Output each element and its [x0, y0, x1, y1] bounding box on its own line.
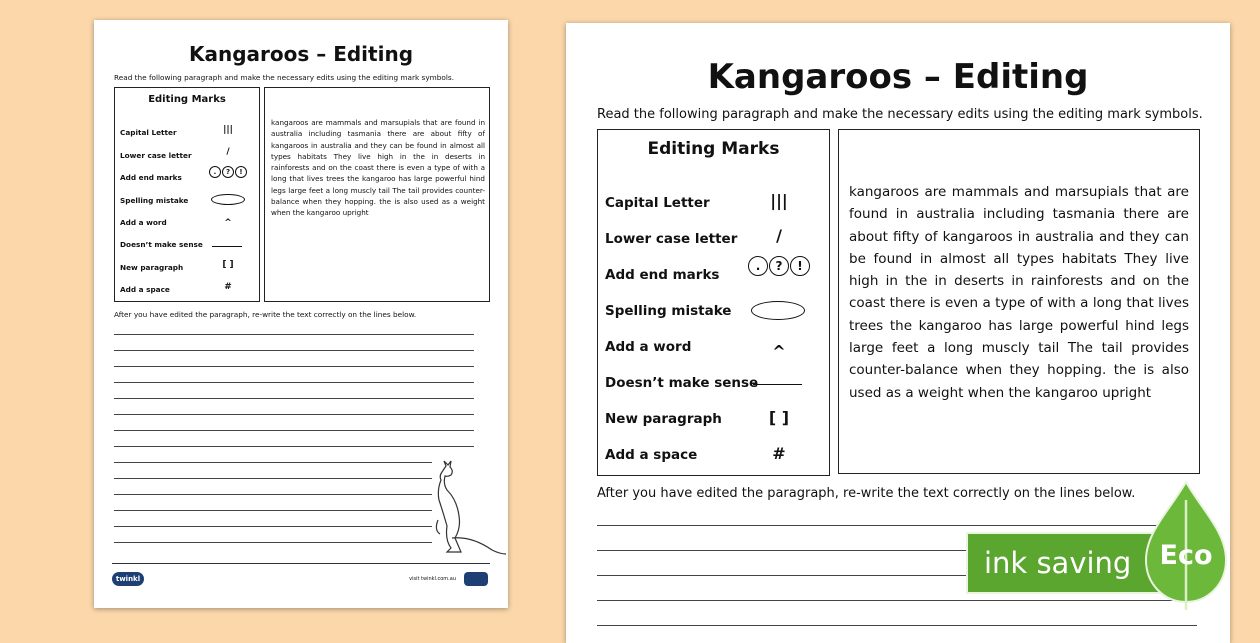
mark-symbol-capital: ||| — [770, 191, 788, 210]
mark-label-end-marks: Add end marks — [120, 173, 182, 182]
editing-marks-box — [597, 129, 830, 476]
mark-label-capital: Capital Letter — [605, 195, 710, 211]
eco-label: Eco — [1159, 540, 1213, 571]
writing-line[interactable] — [114, 542, 432, 543]
paragraph-text: kangaroos are mammals and marsupials that are found in australia including tasmania there are about fifty of kangaroos in australia and they can be found in almost all types habitats They live high in the in deserts in rainforests and on the coast there is even a type of with a long that lives trees the kangaroo has large powerful hind legs large feet a long muscly tail The tail provides counter-balance when they hopping. the is also used as a weight when the kangaroo upright — [271, 118, 485, 218]
writing-line[interactable] — [597, 600, 1197, 601]
editing-marks-heading: Editing Marks — [148, 94, 226, 105]
writing-line[interactable] — [114, 430, 474, 431]
worksheet-title: Kangaroos – Editing — [188, 42, 414, 66]
rewrite-instruction: After you have edited the paragraph, re-write the text correctly on the lines below. — [114, 310, 417, 319]
footer-url: visit twinkl.com.au — [409, 576, 456, 582]
writing-line[interactable] — [114, 414, 474, 415]
writing-line[interactable] — [597, 525, 1197, 526]
mark-label-add-word: Add a word — [605, 339, 692, 355]
writing-line[interactable] — [114, 494, 432, 495]
instruction-text: Read the following paragraph and make the necessary edits using the editing mark symbols. — [597, 107, 1203, 122]
editing-marks-heading: Editing Marks — [647, 139, 780, 159]
editing-marks-box — [114, 87, 260, 302]
mark-label-doesnt-make-sense: Doesn’t make sense — [605, 375, 759, 391]
paragraph-box — [838, 129, 1200, 474]
writing-line[interactable] — [114, 478, 432, 479]
mark-symbol-add-word: ^ — [772, 342, 786, 361]
writing-line[interactable] — [114, 510, 432, 511]
writing-line[interactable] — [114, 382, 474, 383]
mark-symbol-new-paragraph: [ ] — [768, 408, 790, 427]
worksheet-thumbnail — [94, 20, 508, 608]
mark-label-lowercase: Lower case letter — [605, 231, 738, 247]
underline-icon — [753, 384, 802, 385]
mark-symbol-lowercase: / — [776, 226, 782, 245]
mark-symbol-capital: ||| — [223, 125, 233, 135]
mark-label-new-paragraph: New paragraph — [120, 263, 184, 272]
mark-label-doesnt-make-sense: Doesn’t make sense — [120, 240, 203, 249]
mark-label-spelling: Spelling mistake — [605, 303, 732, 319]
writing-line[interactable] — [114, 446, 474, 447]
mark-symbol-add-space: # — [224, 282, 232, 292]
instruction-text: Read the following paragraph and make the necessary edits using the editing mark symbols. — [114, 73, 455, 82]
mark-label-spelling: Spelling mistake — [120, 196, 189, 205]
mark-symbol-new-paragraph: [ ] — [222, 260, 234, 270]
footer-divider — [112, 563, 490, 564]
ellipse-icon — [751, 301, 805, 320]
paragraph-text: kangaroos are mammals and marsupials that are found in australia including tasmania there are about fifty of kangaroos in australia and they can be found in almost all types habitats They live high in the in deserts in rainforests and on the coast there is even a type of with a long that lives trees the kangaroo has large powerful hind legs large feet a long muscly tail The tail provides counter-balance when they hopping. the is also used as a weight when the kangaroo upright — [849, 184, 1189, 401]
writing-line[interactable] — [114, 350, 474, 351]
end-marks-circles-icon: . ? ! — [748, 256, 810, 276]
mark-label-lowercase: Lower case letter — [120, 151, 192, 160]
mark-label-capital: Capital Letter — [120, 128, 177, 137]
twinkl-logo: twinkl — [112, 572, 144, 586]
mark-symbol-add-word: ^ — [224, 218, 232, 228]
mark-label-new-paragraph: New paragraph — [605, 411, 722, 427]
kangaroo-illustration-icon — [428, 460, 508, 556]
writing-line[interactable] — [597, 625, 1197, 626]
ellipse-icon — [211, 194, 245, 205]
mark-label-add-space: Add a space — [120, 285, 170, 294]
footer-badge-icon — [464, 572, 488, 586]
mark-label-add-word: Add a word — [120, 218, 167, 227]
writing-line[interactable] — [114, 398, 474, 399]
worksheet-title: Kangaroos – Editing — [707, 57, 1089, 97]
writing-line[interactable] — [114, 366, 474, 367]
writing-line[interactable] — [114, 526, 432, 527]
rewrite-instruction: After you have edited the paragraph, re-write the text correctly on the lines below. — [597, 486, 1136, 501]
mark-symbol-add-space: # — [772, 444, 786, 463]
writing-line[interactable] — [114, 462, 432, 463]
ink-saving-banner: ink saving — [966, 532, 1186, 594]
writing-line[interactable] — [114, 334, 474, 335]
mark-symbol-lowercase: / — [226, 147, 230, 157]
underline-icon — [212, 246, 242, 247]
paragraph-box — [264, 87, 490, 302]
end-marks-circles-icon: . ? ! — [209, 166, 247, 178]
mark-label-add-space: Add a space — [605, 447, 698, 463]
mark-label-end-marks: Add end marks — [605, 267, 720, 283]
